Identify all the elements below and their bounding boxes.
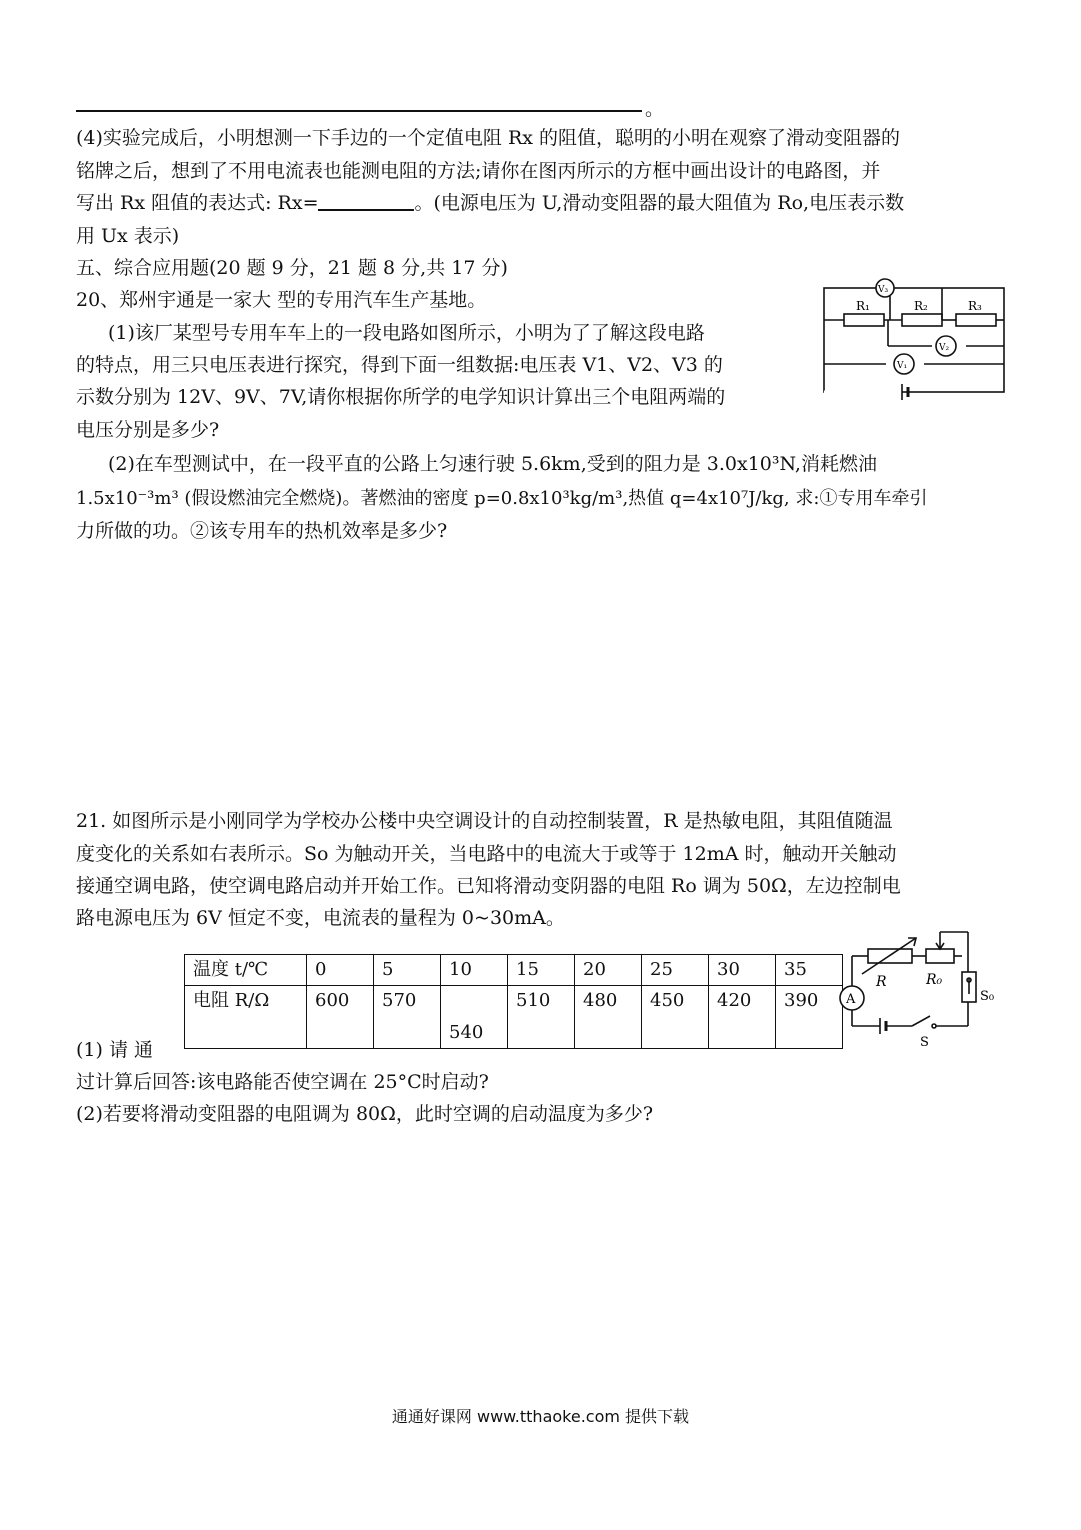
resist-cell: 420: [709, 986, 776, 1049]
q20-p2-line1: (2)在车型测试中，在一段平直的公路上匀速行驶 5.6km,受到的阻力是 3.0x10³N,消耗燃油: [108, 453, 877, 475]
rx-answer-blank[interactable]: [318, 191, 414, 211]
resist-cell: 570: [374, 986, 441, 1049]
footer-text: 通通好课网 www.tthaoke.com 提供下载: [391, 1407, 690, 1426]
table-row: [185, 955, 843, 986]
temp-cell: 0: [307, 955, 374, 986]
q4-line3-start: 写出 Rx 阻值的表达式: Rx=: [76, 192, 319, 214]
resist-cell: 390: [776, 986, 843, 1049]
end-mark: 。: [645, 98, 665, 120]
resist-cell: 450: [642, 986, 709, 1049]
resist-cell: 510: [508, 986, 575, 1049]
temp-cell: 10: [441, 955, 508, 986]
resist-cell: 540: [441, 986, 508, 1049]
contact-switch-label: S₀: [980, 989, 995, 1004]
q20-p2-line3: 力所做的功。②该专用车的热机效率是多少?: [76, 520, 448, 542]
v1-label: V₁: [897, 361, 908, 371]
resist-header: 电阻 R/Ω: [185, 986, 307, 1049]
q4-line2: 铭牌之后，想到了不用电流表也能测电阻的方法;请你在图丙所示的方框中画出设计的电路图，并: [76, 160, 881, 182]
series-circuit-diagram: [820, 276, 1010, 404]
q21-line1: 21. 如图所示是小刚同学为学校办公楼中央空调设计的自动控制装置，R 是热敏电阻，其阻值随温: [76, 810, 893, 832]
q21-line3: 接通空调电路，使空调电路启动并开始工作。已知将滑动变阴器的电阻 Ro 调为 50Ω，左边控制电: [76, 875, 901, 897]
temp-header: 温度 t/℃: [185, 955, 307, 986]
q20-p1-line2: 的特点，用三只电压表进行探究，得到下面一组数据:电压表 V1、V2、V3 的: [76, 354, 723, 376]
q20-p1-line3: 示数分别为 12V、9V、7V,请你根据你所学的电学知识计算出三个电阻两端的: [76, 386, 726, 408]
resist-cell: 600: [307, 986, 374, 1049]
section-five-heading: 五、综合应用题(20 题 9 分，21 题 8 分,共 17 分): [76, 257, 508, 279]
q21-line4: 路电源电压为 6V 恒定不变，电流表的量程为 0~30mA。: [76, 907, 565, 929]
q21-line2: 度变化的关系如右表所示。So 为触动开关，当电路中的电流大于或等于 12mA 时，触动开关触动: [76, 843, 897, 865]
resistance-temperature-table: [184, 954, 843, 1049]
answer-blank-line: [76, 110, 642, 112]
q20-p1-line4: 电压分别是多少?: [76, 419, 220, 441]
q4-line4: 用 Ux 表示): [76, 225, 180, 247]
v2-label: V₂: [939, 343, 950, 353]
rheostat-label: R₀: [926, 972, 943, 988]
q4-line1: (4)实验完成后，小明想测一下手边的一个定值电阻 Rx 的阻值，聪明的小明在观察了滑动变阻器的: [76, 127, 901, 149]
temp-cell: 15: [508, 955, 575, 986]
q21-s1-start: (1) 请 通: [76, 1039, 153, 1061]
temp-cell: 30: [709, 955, 776, 986]
q20-p2-line2: 1.5x10⁻³m³ (假设燃油完全燃烧)。著燃油的密度 p=0.8x10³kg/m³,热值 q=4x10⁷J/kg, 求:①专用车牵引: [76, 488, 928, 509]
r3-label: R₃: [968, 299, 982, 313]
ammeter-label: A: [846, 992, 856, 1007]
temp-cell: 35: [776, 955, 843, 986]
r1-label: R₁: [856, 299, 870, 313]
temp-cell: 20: [575, 955, 642, 986]
q4-line3-end: 。(电源电压为 U,滑动变阻器的最大阻值为 Ro,电压表示数: [414, 192, 905, 214]
q4-line3: [76, 188, 904, 218]
resist-cell: 480: [575, 986, 642, 1049]
temp-cell: 25: [642, 955, 709, 986]
q21-s2-line: (2)若要将滑动变阻器的电阻调为 80Ω，此时空调的启动温度为多少?: [76, 1103, 654, 1125]
q21-s1-line: 过计算后回答:该电路能否使空调在 25°C时启动?: [76, 1071, 489, 1093]
v3-label: V₃: [878, 285, 889, 295]
q20-p1-line1: (1)该厂某型号专用车车上的一段电路如图所示，小明为了了解这段电路: [108, 322, 705, 344]
thermistor-label: R: [876, 974, 887, 990]
table-row: [185, 986, 843, 1049]
q20-title: 20、郑州宇通是一家大 型的专用汽车生产基地。: [76, 289, 487, 311]
r2-label: R₂: [914, 299, 928, 313]
switch-label: S: [920, 1035, 929, 1050]
thermostat-circuit-diagram: [830, 926, 1010, 1050]
temp-cell: 5: [374, 955, 441, 986]
